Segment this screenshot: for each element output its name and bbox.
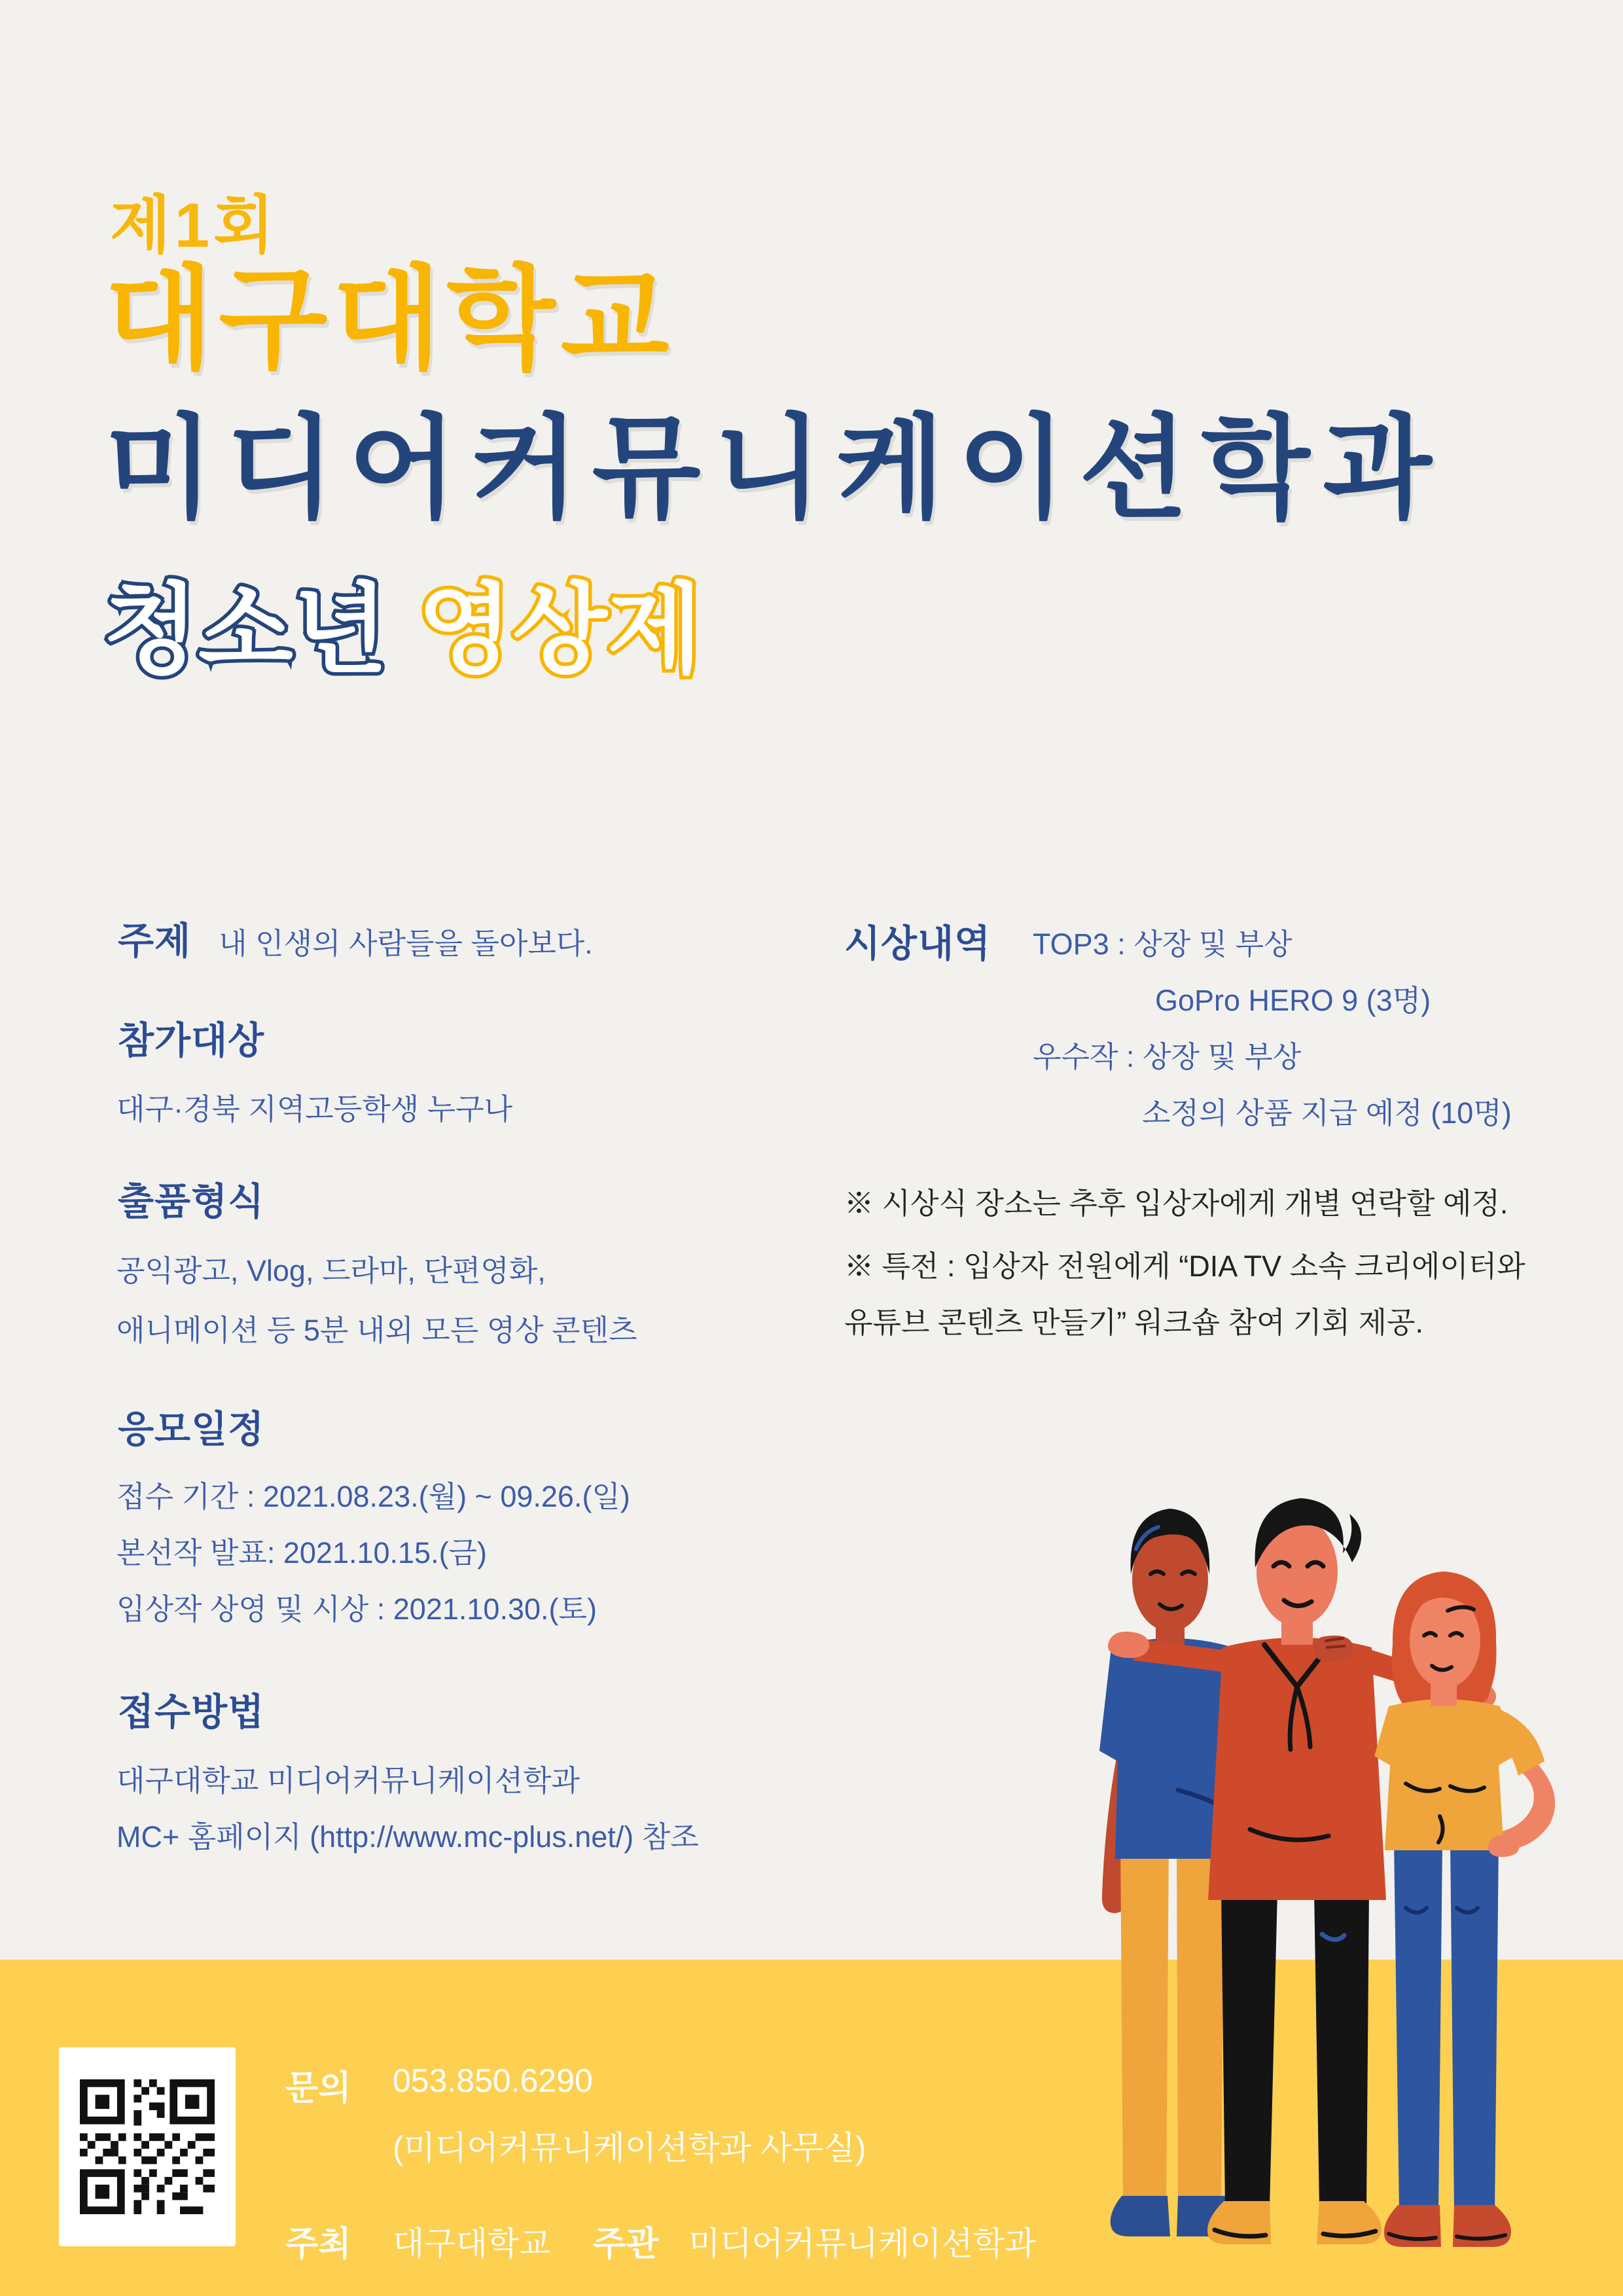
contact-office: (미디어커뮤니케이션학과 사무실) xyxy=(393,2130,866,2166)
person-right xyxy=(1374,1571,1555,2247)
format-line-1: 공익광고, Vlog, 드라마, 단편영화, xyxy=(116,1254,546,1287)
participants-heading: 참가대상 xyxy=(118,1020,265,1062)
illustration-three-people xyxy=(982,1476,1597,2268)
apply-heading: 접수방법 xyxy=(118,1691,265,1733)
title-university: 대구대학교 xyxy=(105,257,675,382)
host-label: 주최 xyxy=(285,2225,351,2263)
note-perk-line-2: 유튜브 콘텐츠 만들기” 워크숍 참여 기회 제공. xyxy=(844,1306,1423,1339)
schedule-line-3: 입상작 상영 및 시상 : 2021.10.30.(토) xyxy=(116,1592,597,1626)
theme-body: 내 인생의 사람들을 돌아보다. xyxy=(219,927,593,960)
qr-code-box xyxy=(59,2047,236,2246)
schedule-heading: 응모일정 xyxy=(118,1408,265,1450)
schedule-line-2: 본선작 발표: 2021.10.15.(금) xyxy=(116,1536,488,1570)
title-department: 미디어커뮤니케이션학과 xyxy=(105,406,1445,531)
note-perk-line-1: ※ 특전 : 입상자 전원에게 “DIA TV 소속 크리에이터와 xyxy=(844,1249,1525,1283)
format-heading: 출품형식 xyxy=(118,1181,265,1223)
contact-label: 문의 xyxy=(285,2070,351,2108)
awards-line-4: 소정의 상품 지급 예정 (10명) xyxy=(1142,1096,1512,1130)
apply-line-2: MC+ 홈페이지 (http://www.mc-plus.net/) 참조 xyxy=(116,1820,699,1854)
awards-line-1: TOP3 : 상장 및 부상 xyxy=(1033,927,1293,961)
theme-heading: 주제 xyxy=(118,920,192,962)
title-festival xyxy=(98,558,851,708)
section-theme xyxy=(118,911,593,965)
edition-label: 제1회 xyxy=(110,190,278,260)
schedule-line-1: 접수 기간 : 2021.08.23.(월) ~ 09.26.(일) xyxy=(116,1480,630,1513)
qr-code-icon xyxy=(80,2079,215,2214)
organizer-value: 미디어커뮤니케이션학과 xyxy=(688,2225,1037,2262)
participants-body: 대구·경북 지역고등학생 누구나 xyxy=(116,1092,513,1126)
host-value: 대구대학교 xyxy=(393,2225,551,2262)
awards-line-2: GoPro HERO 9 (3명) xyxy=(1155,984,1431,1017)
awards-line-3: 우수작 : 상장 및 부상 xyxy=(1033,1040,1302,1073)
organizer-label: 주관 xyxy=(593,2225,659,2263)
awards-heading: 시상내역 xyxy=(844,923,991,965)
title-festival-youth: 청소년 xyxy=(103,575,388,685)
note-ceremony: ※ 시상식 장소는 추후 입상자에게 개별 연락할 예정. xyxy=(844,1187,1508,1220)
contact-phone: 053.850.6290 xyxy=(393,2062,593,2099)
apply-line-1: 대구대학교 미디어커뮤니케이션학과 xyxy=(116,1764,580,1797)
format-line-2: 애니메이션 등 5분 내외 모든 영상 콘텐츠 xyxy=(116,1314,637,1347)
title-festival-video: 영상제 xyxy=(418,575,702,685)
